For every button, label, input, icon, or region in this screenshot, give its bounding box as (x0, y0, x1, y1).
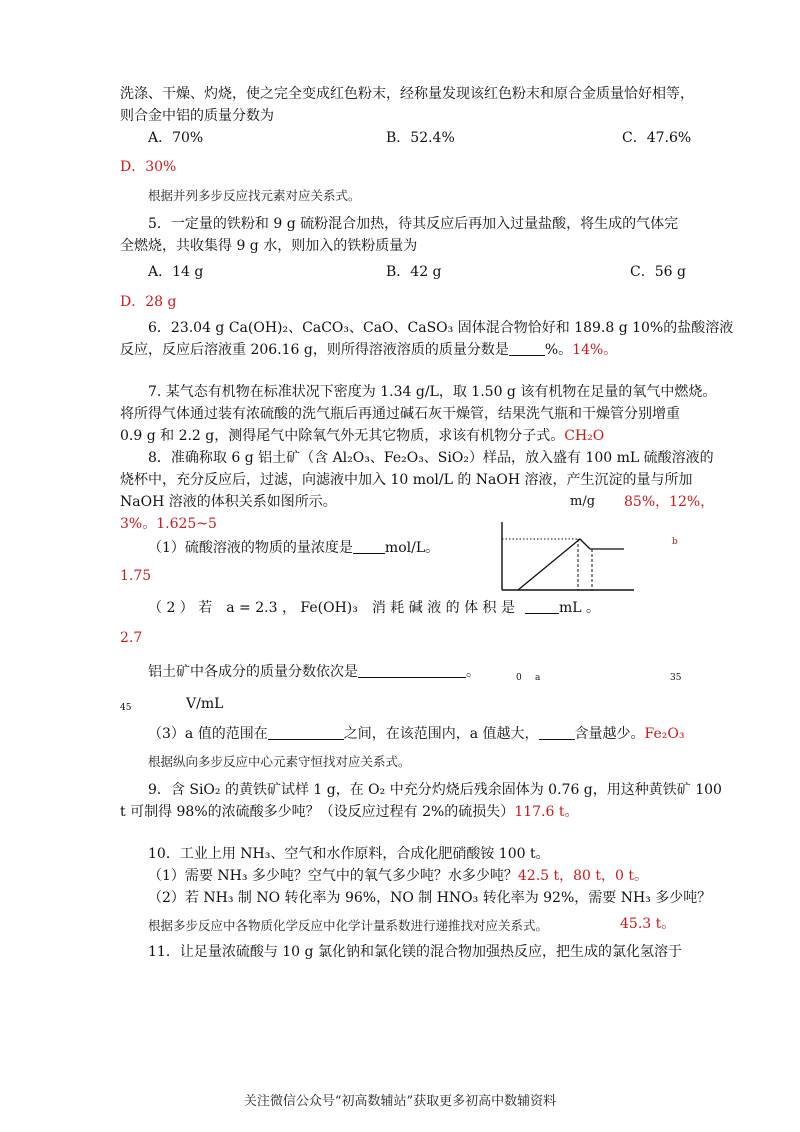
q8-p3-blank-2 (539, 725, 575, 740)
q8-p3-text-c: 含量越少。 (574, 726, 645, 742)
q7-line-1: 7. 某气态有机物在标准状况下密度为 1.34 g/L，取 1.50 g 该有机物在足量的氧气中燃烧。 (148, 384, 717, 400)
q8-part-2b (148, 662, 480, 682)
q11-line-1: 11．让足量浓硫酸与 10 g 氯化钠和氯化镁的混合物加强热反应，把生成的氯化氢溶于 (148, 944, 682, 960)
q9-answer: 117.6 t。 (514, 804, 579, 820)
graph-x-45: 45 (120, 703, 132, 713)
answer-intro: D．30% (120, 159, 177, 175)
q6-line-1: 6．23.04 g Ca(OH)₂、CaCO₃、CaO、CaSO₃ 固体混合物恰好和 189.8 g 10%的盐酸溶液 (148, 320, 734, 336)
q8-line-2: 烧杯中，充分反应后，过滤，向滤液中加入 10 mol/L 的 NaOH 溶液，产生沉淀的量与所加 (120, 472, 693, 488)
q8-p3-answer: Fe₂O₃ (644, 726, 685, 742)
option-a: A．70% (148, 130, 204, 146)
graph-y-label: m/g (570, 494, 596, 509)
graph-x-a: a (535, 673, 541, 683)
q5-option-c: C．56 g (630, 264, 686, 280)
q8-p3-blank-1 (268, 725, 344, 740)
q8-p2b-blank (358, 663, 466, 678)
q9-text: t 可制得 98%的浓硫酸多少吨？（设反应过程有 2%的硫损失） (120, 804, 515, 820)
q7-text: 0.9 g 和 2.2 g，测得尾气中除氧气外无其它物质，求该有机物分子式。 (120, 428, 565, 444)
q8-p2-answer: 2.7 (120, 630, 143, 646)
q8-p2-blank (525, 599, 559, 614)
method-note-1: 根据并列多步反应找元素对应关系式。 (148, 188, 361, 203)
q5-line-1: 5．一定量的铁粉和 9 g 硫粉混合加热，待其反应后再加入过量盐酸，将生成的气体完 (148, 216, 679, 232)
q8-p1-answer: 1.75 (120, 568, 152, 584)
q10-line-1: 10．工业上用 NH₃、空气和水作原料，合成化肥硝酸铵 100 t。 (148, 846, 550, 862)
q6-line-2 (120, 340, 617, 360)
q10-line-2 (148, 866, 648, 886)
q8-p2b-end: 。 (466, 664, 480, 680)
method-note-3: 根据多步反应中各物质化学反应中化学计量系数进行递推找对应关系式。 (148, 918, 549, 933)
q6-suffix: %。 (544, 342, 573, 358)
q7-line-3 (120, 426, 604, 446)
q7-answer: CH₂O (564, 428, 605, 444)
q8-p3-text-a: （3）a 值的范围在 (148, 726, 268, 742)
graph-rising-line (518, 539, 580, 590)
q8-part-3 (148, 724, 684, 744)
method-note-2: 根据纵向多步反应中心元素守恒找对应关系式。 (148, 754, 411, 769)
graph-x-label: V/mL (186, 696, 224, 712)
q8-p2b-text: 铝土矿中各成分的质量分数依次是 (148, 664, 358, 680)
q8-part-2 (148, 598, 600, 618)
option-c: C．47.6% (622, 130, 692, 146)
q5-option-a: A．14 g (148, 264, 204, 280)
option-b: B．52.4% (386, 130, 455, 146)
q7-line-2: 将所得气体通过装有浓硫酸的洗气瓶后再通过碱石灰干燥管，结果洗气瓶和干燥管分别增重 (120, 406, 680, 422)
q8-p2-text: （ 2 ） 若 a = 2.3 ， Fe(OH)₃ 消 耗 碱 液 的 体 积 是 (148, 600, 516, 616)
q8-line-3: NaOH 溶液的体积关系如图所示。 (120, 494, 337, 510)
q9-line-2 (120, 802, 578, 822)
q8-p1-text: （1）硫酸溶液的物质的量浓度是 (148, 540, 353, 556)
q5-option-b: B．42 g (386, 264, 442, 280)
q8-part-1 (148, 538, 439, 558)
q8-p1-unit: mol/L。 (384, 540, 440, 556)
q9-line-1: 9．含 SiO₂ 的黄铁矿试样 1 g，在 O₂ 中充分灼烧后残余固体为 0.76 g，用这种黄铁矿 100 (148, 782, 722, 798)
q10-p2-answer: 45.3 t。 (620, 916, 676, 932)
q8-line-1: 8．准确称取 6 g 铝土矿（含 Al₂O₃、Fe₂O₃、SiO₂）样品，放入盛有 100 mL 硫酸溶液的 (148, 450, 714, 466)
q10-p1-text: （1）需要 NH₃ 多少吨？空气中的氧气多少吨？水多少吨？ (148, 868, 518, 884)
q5-line-2: 全燃烧，共收集得 9 g 水，则加入的铁粉质量为 (120, 238, 418, 254)
q8-p3-text-b: 之间，在该范围内，a 值越大， (343, 726, 539, 742)
graph-falling-line (580, 539, 590, 549)
graph-x-35: 35 (670, 673, 682, 683)
q6-text: 反应，反应后溶液重 206.16 g，则所得溶液溶质的质量分数是 (120, 342, 509, 358)
intro-line-1: 洗涤、干燥、灼烧，使之完全变成红色粉末，经称量发现该红色粉末和原合金质量恰好相等， (120, 86, 694, 102)
graph-b-label: b (672, 537, 678, 547)
q6-answer: 14%。 (572, 342, 618, 358)
precipitate-graph (496, 522, 636, 594)
page-footer: 关注微信公众号“初高数辅站”获取更多初高中数辅资料 (243, 1094, 557, 1109)
q8-answer-part-a: 85%，12%， (624, 494, 715, 510)
q8-answer-part-b: 3%。1.625~5 (120, 516, 217, 532)
q5-answer: D．28 g (120, 294, 177, 310)
q10-line-3: （2）若 NH₃ 制 NO 转化率为 96%，NO 制 HNO₃ 转化率为 92%，需要 NH₃ 多少吨？ (148, 890, 712, 906)
q8-p2-unit: mL 。 (559, 600, 601, 616)
q10-p1-answer: 42.5 t，80 t，0 t。 (517, 868, 649, 884)
q8-p1-blank (353, 539, 385, 554)
intro-line-2: 则合金中铝的质量分数为 (120, 108, 274, 124)
q6-blank (509, 341, 545, 356)
graph-x-0: 0 (516, 673, 522, 683)
